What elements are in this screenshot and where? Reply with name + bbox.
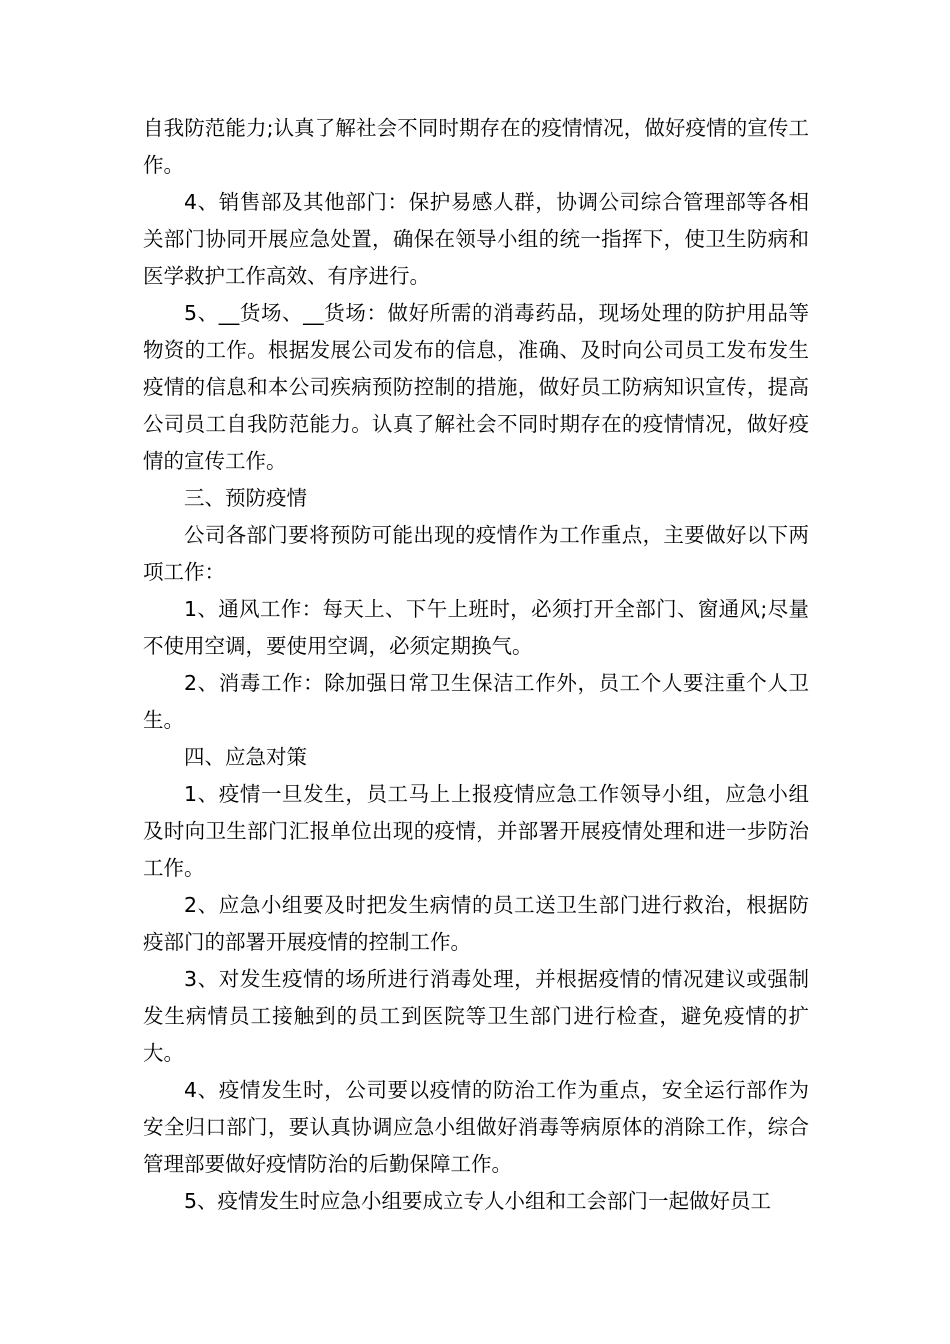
paragraph-emergency-3: 3、对发生疫情的场所进行消毒处理，并根据疫情的情况建议或强制发生病情员工接触到的员工到医院等卫生部门进行检查，避免疫情的扩大。	[143, 967, 809, 1065]
paragraph-prevention-intro: 公司各部门要将预防可能出现的疫情作为工作重点，主要做好以下两项工作：	[143, 523, 809, 584]
paragraph-emergency-1: 1、疫情一旦发生，员工马上上报疫情应急工作领导小组，应急小组及时向卫生部门汇报单位出现的疫情，并部署开展疫情处理和进一步防治工作。	[143, 782, 809, 880]
paragraph-freight-yard: 5、__货场、__货场：做好所需的消毒药品，现场处理的防护用品等物资的工作。根据发展公司发布的信息，准确、及时向公司员工发布发生疫情的信息和本公司疾病预防控制的措施，做好员工防病知识宣传，提高公司员工自我防范能力。认真了解社会不同时期存在的疫情情况，做好疫情的宣传工作。	[143, 301, 809, 473]
paragraph-continuation: 自我防范能力;认真了解社会不同时期存在的疫情情况，做好疫情的宣传工作。	[143, 116, 809, 177]
paragraph-emergency-4: 4、疫情发生时，公司要以疫情的防治工作为重点，安全运行部作为安全归口部门，要认真协调应急小组做好消毒等病原体的消除工作，综合管理部要做好疫情防治的后勤保障工作。	[143, 1078, 809, 1176]
paragraph-disinfection: 2、消毒工作：除加强日常卫生保洁工作外，员工个人要注重个人卫生。	[143, 671, 809, 732]
paragraph-ventilation: 1、通风工作：每天上、下午上班时，必须打开全部门、窗通风;尽量不使用空调，要使用空调，必须定期换气。	[143, 597, 809, 658]
paragraph-sales-dept: 4、销售部及其他部门：保护易感人群，协调公司综合管理部等各相关部门协同开展应急处置，确保在领导小组的统一指挥下，使卫生防病和医学救护工作高效、有序进行。	[143, 190, 809, 288]
section-heading-prevention: 三、预防疫情	[184, 486, 307, 510]
paragraph-emergency-5: 5、疫情发生时应急小组要成立专人小组和工会部门一起做好员工	[184, 1189, 772, 1213]
document-body	[143, 110, 809, 1220]
paragraph-emergency-2: 2、应急小组要及时把发生病情的员工送卫生部门进行救治，根据防疫部门的部署开展疫情的控制工作。	[143, 893, 809, 954]
section-heading-emergency: 四、应急对策	[184, 745, 307, 769]
